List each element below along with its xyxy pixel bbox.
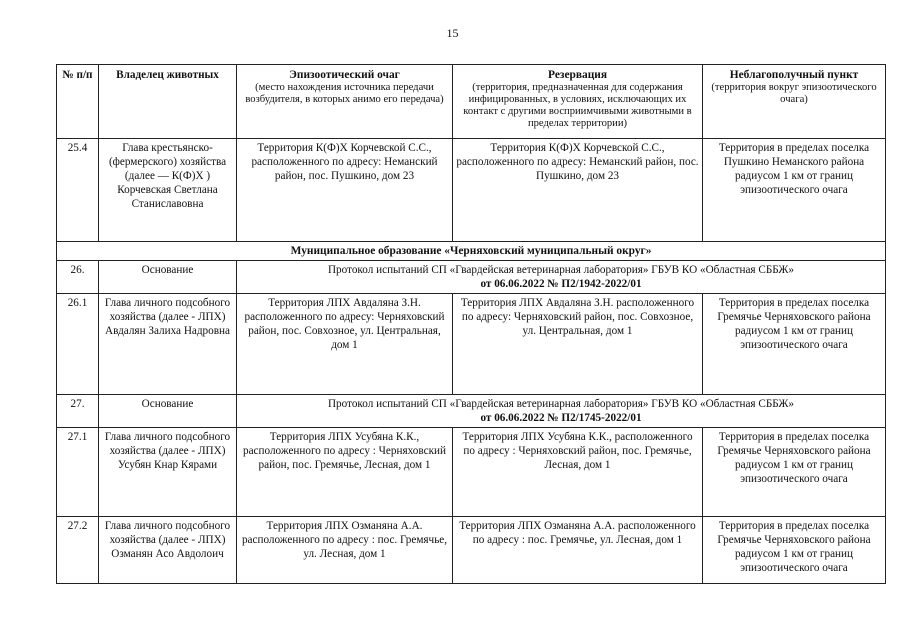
row-number: 27.: [57, 395, 99, 428]
focus-cell: Территория ЛПХ Авдаляна З.Н. расположенного по адресу: Черняховский район, пос. Совхозное, ул. Центральная, дом 1: [237, 294, 453, 395]
row-number: 25.4: [57, 139, 99, 242]
row-number: 27.2: [57, 517, 99, 584]
basis-text-cell: [237, 261, 886, 294]
header-focus: [237, 65, 453, 139]
basis-protocol-date: от 06.06.2022 № П2/1942-2022/01: [480, 278, 642, 290]
focus-cell: Территория ЛПХ Озманяна А.А. расположенного по адресу : пос. Гремячье, ул. Лесная, дом 1: [237, 517, 453, 584]
row-number: 26.1: [57, 294, 99, 395]
basis-text-cell: [237, 395, 886, 428]
section-row: [57, 242, 886, 261]
header-point: [703, 65, 886, 139]
table-row: [57, 428, 886, 517]
reservation-cell: Территория К(Ф)Х Корчевской С.С., расположенного по адресу: Неманский район, пос. Пушкино, дом 23: [453, 139, 703, 242]
header-reservation-title: Резервация: [548, 69, 607, 81]
table-row: [57, 517, 886, 584]
basis-row: [57, 261, 886, 294]
point-cell: Территория в пределах поселка Гремячье Черняховского района радиусом 1 км от границ эпизоотического очага: [703, 294, 886, 395]
owner-cell: Глава личного подсобного хозяйства (далее - ЛПХ) Авдалян Залиха Надровна: [99, 294, 237, 395]
basis-protocol: Протокол испытаний СП «Гвардейская ветеринарная лаборатория» ГБУВ КО «Областная СББЖ»: [327, 264, 795, 276]
owner-cell: Глава личного подсобного хозяйства (далее - ЛПХ) Усубян Кнар Кярами: [99, 428, 237, 517]
row-number: 26.: [57, 261, 99, 294]
point-cell: Территория в пределах поселка Гремячье Черняховского района радиусом 1 км от границ эпизоотического очага: [703, 428, 886, 517]
reservation-cell: Территория ЛПХ Усубяна К.К., расположенного по адресу : Черняховский район, пос. Гремячье, Лесная, дом 1: [453, 428, 703, 517]
table-row: [57, 139, 886, 242]
point-cell: Территория в пределах поселка Гремячье Черняховского района радиусом 1 км от границ эпизоотического очага: [703, 517, 886, 584]
basis-row: [57, 395, 886, 428]
owner-cell: Глава крестьянско-(фермерского) хозяйства (далее — К(Ф)Х ) Корчевская Светлана Станиславовна: [99, 139, 237, 242]
header-focus-subtitle: (место нахождения источника передачи возбудителя, в которых анимо его передача): [245, 82, 444, 105]
header-point-title: Неблагополучный пункт: [729, 69, 859, 81]
basis-protocol-date: от 06.06.2022 № П2/1745-2022/01: [480, 412, 642, 424]
page-number: 15: [446, 26, 459, 40]
reservation-cell: Территория ЛПХ Авдаляна З.Н. расположенного по адресу: Черняховский район, пос. Совхозное, ул. Центральная, дом 1: [453, 294, 703, 395]
basis-label: Основание: [99, 395, 237, 428]
header-num: № п/п: [57, 65, 99, 139]
owner-cell: Глава личного подсобного хозяйства (далее - ЛПХ) Озманян Асо Авдолоич: [99, 517, 237, 584]
basis-label: Основание: [99, 261, 237, 294]
basis-protocol: Протокол испытаний СП «Гвардейская ветеринарная лаборатория» ГБУВ КО «Областная СББЖ»: [327, 398, 795, 410]
header-reservation-subtitle: (территория, предназначенная для содержания инфицированных, в условиях, исключающих их контакт с другими восприимчивыми животными в пределах территории): [463, 82, 692, 129]
focus-cell: Территория ЛПХ Усубяна К.К., расположенного по адресу : Черняховский район, пос. Гремячье, Лесная, дом 1: [237, 428, 453, 517]
header-point-subtitle: (территория вокруг эпизоотического очага): [711, 82, 877, 105]
point-cell: Территория в пределах поселка Пушкино Неманского района радиусом 1 км от границ эпизоотического очага: [703, 139, 886, 242]
header-reservation: [453, 65, 703, 139]
focus-cell: Территория К(Ф)Х Корчевской С.С., расположенного по адресу: Неманский район, пос. Пушкино, дом 23: [237, 139, 453, 242]
table-row: [57, 294, 886, 395]
table-header-row: [57, 65, 886, 139]
epizootic-table: [56, 64, 886, 584]
header-owner: Владелец животных: [99, 65, 237, 139]
section-title: Муниципальное образование «Черняховский муниципальный округ»: [57, 242, 886, 261]
reservation-cell: Территория ЛПХ Озманяна А.А. расположенного по адресу : пос. Гремячье, ул. Лесная, дом 1: [453, 517, 703, 584]
row-number: 27.1: [57, 428, 99, 517]
header-focus-title: Эпизоотический очаг: [289, 69, 400, 81]
